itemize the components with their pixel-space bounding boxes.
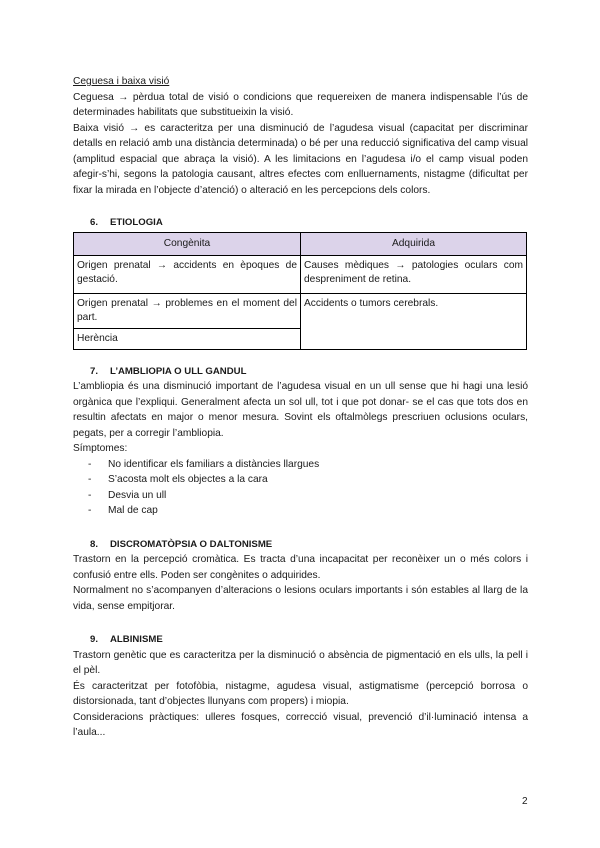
table-cell: Causes mèdiques → patologies oculars com despreniment de retina. [301, 255, 527, 293]
heading-discromatopsia [90, 537, 528, 553]
list-item [73, 457, 528, 473]
section-title-ceguesa: Ceguesa i baixa visió [73, 76, 170, 87]
heading-text: DISCROMATÒPSIA O DALTONISME [110, 538, 273, 550]
list-item-text: S’acosta molt els objectes a la cara [108, 474, 268, 485]
table-cell: Herència [74, 328, 301, 349]
paragraph-discromatopsia-1: Trastorn en la percepció cromàtica. Es tracta d’una incapacitat per reconèixer un o més colors i confusió entre ells. Poden ser congènites o adquirides. [73, 554, 528, 581]
paragraph-ambliopia: L’ambliopia és una disminució important de l’agudesa visual en un ull sense que hi hagi una lesió orgànica que l’expliqui. Generalment afecta un sol ull, tot i que pot donar- se el cas que tots dos en resultin afectats en major o menor mesura. Sovint els oftalmòlegs prescriuen oclusions oculars, pegats, per a corregir l’ambliopia. [73, 381, 528, 439]
heading-text: ETIOLOGIA [110, 217, 163, 228]
list-item [73, 488, 528, 504]
heading-ambliopia [90, 364, 528, 380]
paragraph-albinisme-2: És caracteritzat per fotofòbia, nistagme, agudesa visual, astigmatisme (percepció borrosa o distorsionada, tant d’objectes llunyans com propers) i miopia. [73, 680, 528, 707]
list-dash: - [88, 458, 92, 470]
paragraph-ceguesa: Ceguesa → pèrdua total de visió o condicions que requereixen de manera indispensable l’ús de determinades habilitats que substitueixin la visió. [73, 91, 528, 118]
heading-text: ALBINISME [110, 634, 163, 645]
list-dash: - [88, 505, 92, 516]
column-header-congenita: Congènita [74, 232, 301, 255]
table-cell: Origen prenatal → accidents en èpoques de gestació. [74, 255, 301, 293]
list-item-text: Desvia un ull [108, 489, 167, 501]
table-header-row [74, 232, 527, 255]
document-page [73, 74, 528, 741]
heading-number: 9. [90, 634, 99, 645]
heading-number: 8. [90, 538, 99, 550]
symptoms-label: Símptomes: [73, 443, 128, 454]
heading-albinisme [90, 632, 528, 648]
paragraph-baixa-visio: Baixa visió → es caracteritza per una disminució de l’agudesa visual (capacitat per discriminar detalls en relació amb una distància determinada) o bé per una reducció significativa del camp visual (amplitud espacial que abraça la visió). A les limitacions en l’agudesa i/o el camp visual poden afegir-s’hi, segons la patologia causant, altres efectes com enlluernaments, nistagme (dificultat per fixar la mirada en l’objecte d’atenció) o alteració en les percepcions dels colors. [73, 122, 528, 196]
heading-number: 7. [90, 365, 99, 377]
heading-number: 6. [90, 217, 99, 228]
list-item [73, 472, 528, 488]
list-dash: - [88, 489, 92, 501]
list-item [73, 503, 528, 519]
table-cell: Accidents o tumors cerebrals. [301, 293, 527, 349]
heading-text: L’AMBLIOPIA O ULL GANDUL [110, 365, 247, 377]
table-row [74, 255, 527, 293]
paragraph-discromatopsia-2: Normalment no s’acompanyen d’alteracions o lesions oculars importants i són estables al llarg de la vida, sense empitjorar. [73, 585, 528, 612]
table-cell: Origen prenatal → problemes en el moment del part. [74, 293, 301, 328]
heading-etiologia [90, 215, 528, 231]
table-row [74, 293, 527, 328]
list-dash: - [88, 474, 92, 485]
list-item-text: Mal de cap [108, 505, 158, 516]
paragraph-albinisme-3: Consideracions pràctiques: ulleres fosques, correcció visual, prevenció d’il·luminació intensa a l’aula... [73, 711, 528, 738]
etiologia-table [73, 232, 527, 350]
page-number: 2 [522, 796, 528, 807]
paragraph-albinisme-1: Trastorn genètic que es caracteritza per la disminució o absència de pigmentació en els ulls, la pell i el pèl. [73, 649, 528, 676]
symptoms-list [73, 457, 528, 519]
column-header-adquirida: Adquirida [301, 232, 527, 255]
list-item-text: No identificar els familiars a distàncies llargues [108, 458, 320, 470]
